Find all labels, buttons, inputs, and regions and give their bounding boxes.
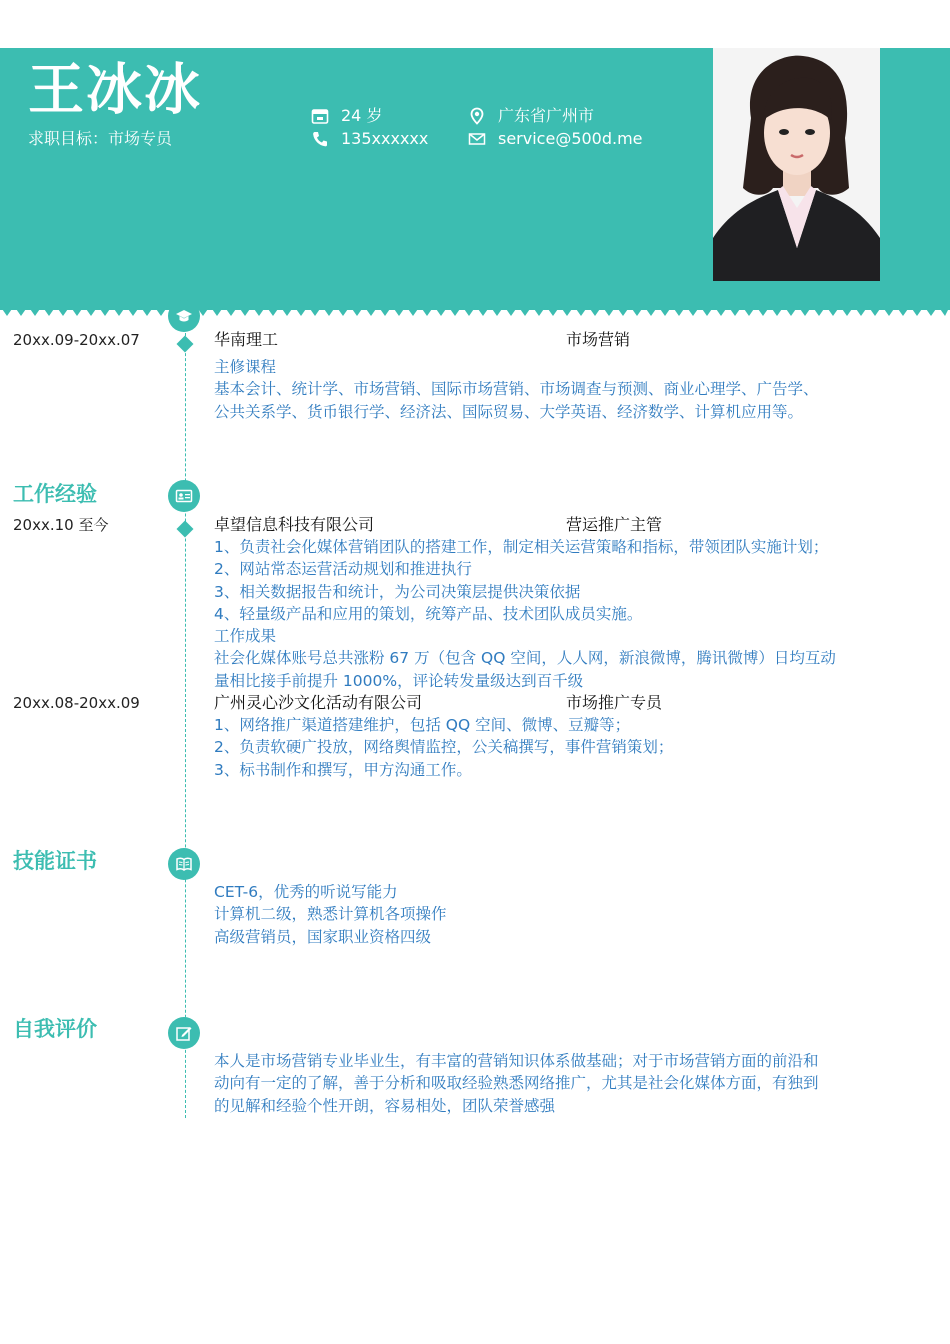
zigzag-divider xyxy=(0,306,950,318)
calendar-icon xyxy=(311,107,329,125)
work-section-title: 工作经验 xyxy=(13,482,97,506)
self-eval-line: 动向有一定的了解，善于分析和吸取经验熟悉网络推广，尤其是社会化媒体方面，有独到 xyxy=(214,1074,819,1093)
self-eval-line: 的见解和经验个性开朗，容易相处，团队荣誉感强 xyxy=(214,1096,556,1115)
age-info xyxy=(311,106,382,126)
timeline-marker xyxy=(177,521,194,538)
work-date: 20xx.08-20xx.09 xyxy=(13,694,140,712)
email-text: service@500d.me xyxy=(498,129,643,148)
location-info xyxy=(468,106,594,126)
skill-item: 高级营销员，国家职业资格四级 xyxy=(214,927,432,946)
duty-item: 2、负责软硬广投放，网络舆情监控，公关稿撰写，事件营销策划； xyxy=(214,738,674,757)
email-info xyxy=(468,129,643,149)
duty-item: 1、负责社会化媒体营销团队的搭建工作，制定相关运营策略和指标，带领团队实施计划； xyxy=(214,538,829,556)
work-position: 市场推广专员 xyxy=(566,693,663,712)
timeline-line xyxy=(185,318,186,1118)
edit-icon xyxy=(175,1024,193,1042)
self-eval-section-badge xyxy=(168,1017,200,1049)
work-position: 营运推广主管 xyxy=(566,515,663,534)
duty-item: 1、网络推广渠道搭建维护，包括 QQ 空间、微博、豆瓣等； xyxy=(214,716,631,734)
education-major: 市场营销 xyxy=(566,330,631,349)
courses-label: 主修课程 xyxy=(214,358,277,376)
self-eval-section-title: 自我评价 xyxy=(13,1017,97,1041)
timeline-marker xyxy=(177,336,194,353)
candidate-name: 王冰冰 xyxy=(28,58,202,123)
courses-line: 基本会计、统计学、市场营销、国际市场营销、市场调查与预测、商业心理学、广告学、 xyxy=(214,380,819,399)
id-card-icon xyxy=(175,487,193,505)
duty-item: 2、网站常态运营活动规划和推进执行 xyxy=(214,560,472,579)
profile-photo xyxy=(713,48,880,281)
self-eval-line: 本人是市场营销专业毕业生，有丰富的营销知识体系做基础；对于市场营销方面的前沿和 xyxy=(214,1052,819,1070)
graduation-cap-icon xyxy=(175,307,193,325)
work-company: 广州灵心沙文化活动有限公司 xyxy=(214,693,423,712)
skills-section-badge xyxy=(168,848,200,880)
courses-block xyxy=(214,356,884,423)
duty-item: 3、标书制作和撰写，甲方沟通工作。 xyxy=(214,760,472,779)
work-date: 20xx.10 至今 xyxy=(13,516,109,534)
skills-section-title: 技能证书 xyxy=(13,849,97,873)
duty-item: 4、轻量级产品和应用的策划，统筹产品、技术团队成员实施。 xyxy=(214,604,643,623)
work-company: 卓望信息科技有限公司 xyxy=(214,515,375,534)
location-text: 广东省广州市 xyxy=(498,106,595,125)
work-section-badge xyxy=(168,480,200,512)
work-details-2 xyxy=(214,714,884,781)
age-text: 24 岁 xyxy=(341,106,383,125)
work-details-1 xyxy=(214,536,884,692)
phone-icon xyxy=(311,130,329,148)
job-target: 求职目标：市场专员 xyxy=(28,129,173,148)
phone-info xyxy=(311,129,428,149)
result-label: 工作成果 xyxy=(214,627,277,646)
location-pin-icon xyxy=(468,107,486,125)
result-line: 社会化媒体账号总共涨粉 67 万（包含 QQ 空间，人人网，新浪微博，腾讯微博）日均互动 xyxy=(214,649,836,668)
skill-item: 计算机二级，熟悉计算机各项操作 xyxy=(214,905,447,924)
result-line: 量相比接手前提升 1000%，评论转发量级达到百千级 xyxy=(214,671,584,690)
duty-item: 3、相关数据报告和统计，为公司决策层提供决策依据 xyxy=(214,582,581,601)
skills-list xyxy=(214,881,884,948)
self-eval-text xyxy=(214,1050,884,1117)
mail-icon xyxy=(468,130,486,148)
phone-text: 135xxxxxx xyxy=(341,129,429,148)
skill-item: CET-6，优秀的听说写能力 xyxy=(214,883,398,901)
education-school: 华南理工 xyxy=(214,330,279,349)
courses-line: 公共关系学、货币银行学、经济法、国际贸易、大学英语、经济数学、计算机应用等。 xyxy=(214,402,804,421)
book-icon xyxy=(175,855,193,873)
education-section-badge xyxy=(168,300,200,332)
education-date: 20xx.09-20xx.07 xyxy=(13,331,140,349)
